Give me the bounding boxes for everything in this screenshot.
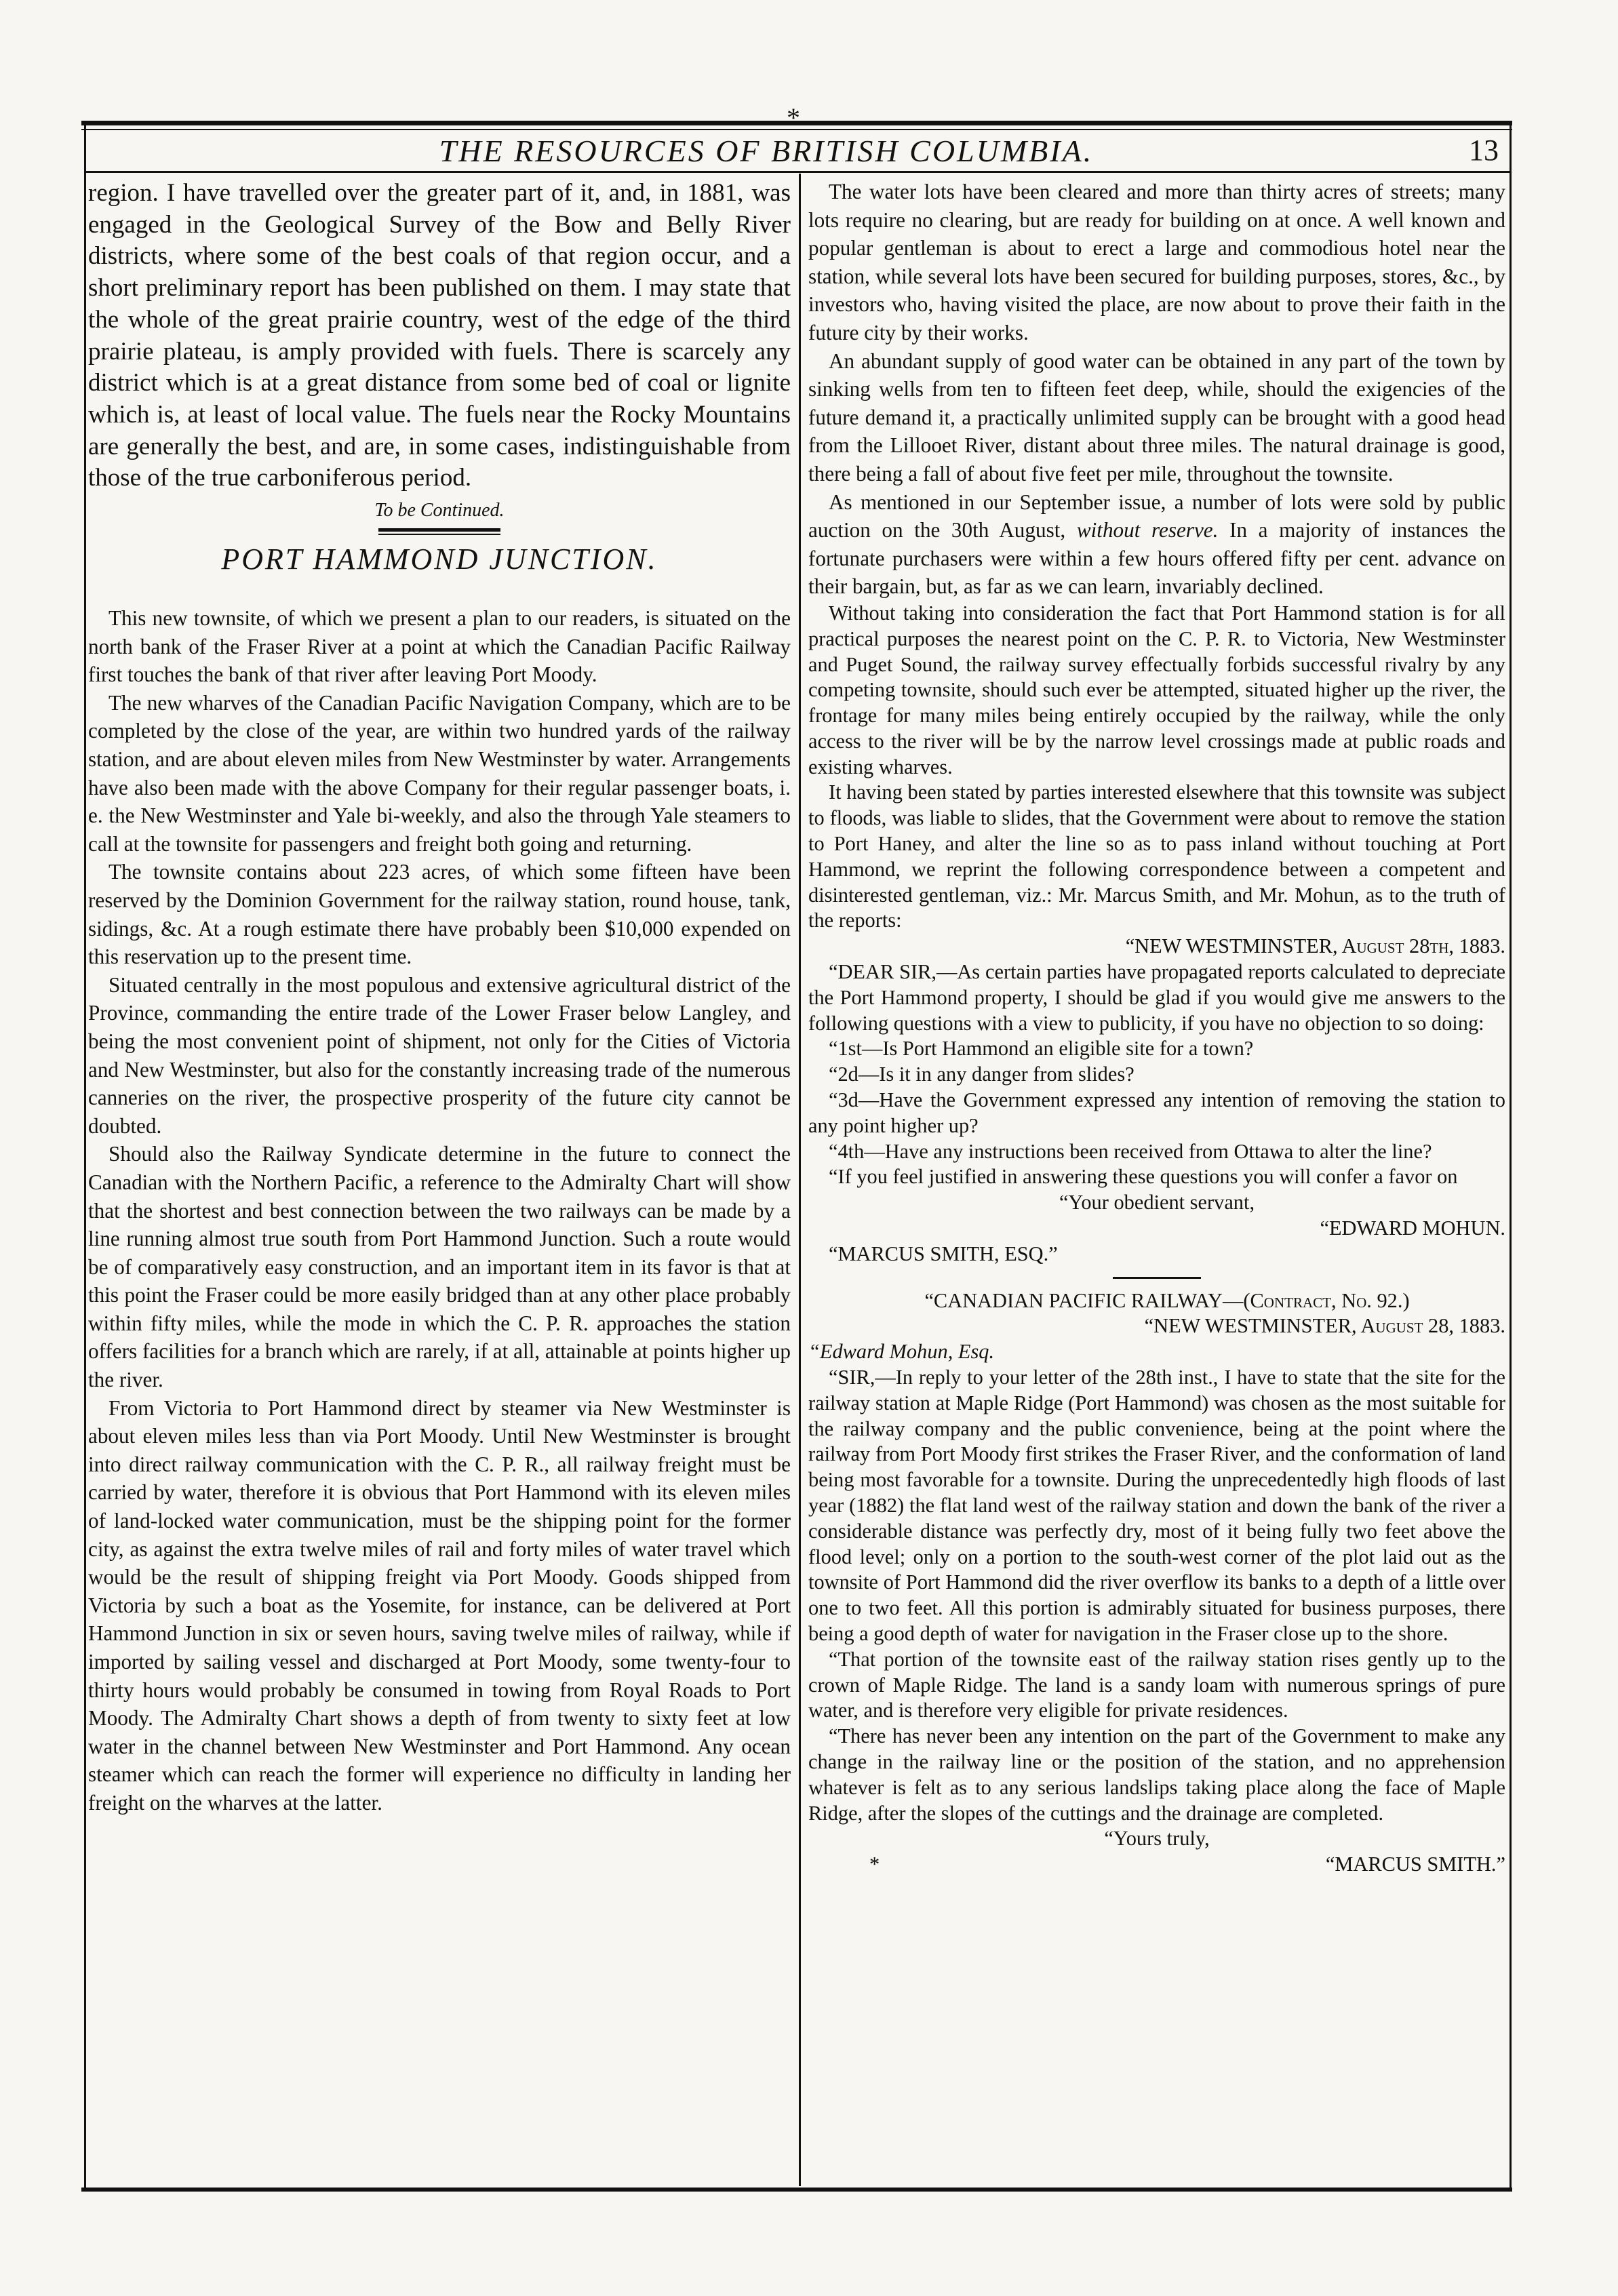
article-paragraph: The new wharves of the Canadian Pacific Navigation Company, which are to be completed by the close of the year, are within two hundred yards of the railway station, and are about eleven miles from New Westminster by water. Arrangements have also been made with the above Company for their regular passenger boats, i. e. the New Westminster and Yale bi-weekly, and also the through Yale steamers to call at the townsite for passengers and freight both going and returning. [88, 690, 791, 856]
auction-paragraph [808, 488, 1505, 601]
continuation-paragraph: region. I have travelled over the greater part of it, and, in 1881, was engaged in the Geological Survey of the Bow and Belly River districts, where some of the best coals of that region occur, and a short preliminary report has been published on them. I may state that the whole of the great prairie country, west of the edge of the third prairie plateau, is amply provided with fuels. There is scarcely any district which is at a great distance from some bed of coal or lignite which is, at least of local value. The fuels near the Rocky Mountains are generally the best, and are, in some cases, indistinguishable from those of the true carboniferous period. [88, 179, 791, 492]
article-paragraph: It having been stated by parties interested elsewhere that this townsite was subject to floods, was liable to slides, that the Government were about to remove the station to Port Haney, and alter the line so as to pass inland without touching at Port Hammond, we reprint the following correspondence between a competent and disinterested gentleman, viz.: Mr. Marcus Smith, and Mr. Mohun, as to the truth of the reports: [808, 780, 1505, 932]
footnote-mark: * [869, 1853, 880, 1876]
article-paragraph: Without taking into consideration the fact that Port Hammond station is for all practical purposes the nearest point on the C. P. R. to Victoria, New Westminster and Puget Sound, the railway survey effectually forbids successful rivalry by any competing townsite, should such ever be attempted, situated higher up the river, the frontage for many miles being entirely occupied by the railway, while the only access to the river will be by the narrow level crossings made at public roads and existing wharves. [808, 601, 1505, 778]
right-column [808, 178, 1505, 1878]
letter2-signature-line [808, 1852, 1505, 1878]
letter1-closing: “Your obedient servant, [1059, 1191, 1255, 1214]
auction-tail: In a majority of instances the fortunate purchasers were within a few hours offered fifty per cent. advance on their bargain, but, as far as we can learn, invariably declined. [808, 518, 1505, 599]
letter1-dateline: “NEW WESTMINSTER, August 28th, 1883. [1125, 934, 1505, 958]
running-title: THE RESOURCES OF BRITISH COLUMBIA. [439, 134, 1094, 168]
letter1-body: “DEAR SIR,—As certain parties have propagated reports calculated to depreciate the Port Hammond property, I should be glad if you would give me answers to the following questions with a view to publicity, if you have no objection to so doing: [808, 960, 1505, 1035]
frame-bottom-rule [81, 2188, 1512, 2192]
left-column [88, 178, 791, 1817]
top-mark: * [787, 102, 800, 133]
letter1-question: “4th—Have any instructions been received from Ottawa to alter the line? [829, 1139, 1432, 1163]
article-paragraph: From Victoria to Port Hammond direct by steamer via New Westminster is about eleven miles less than via Port Moody. Until New Westminster is brought into direct railway communication with the C. P. R., all railway freight must be carried by water, therefore it is obvious that Port Hammond with its eleven miles of land-locked water communication, must be the shipping point for the former city, as against the extra twelve miles of rail and forty miles of water travel which would be the result of shipping freight via Port Moody. Goods shipped from Victoria by such a boat as the Yosemite, for instance, can be delivered at Port Hammond Junction in six or seven hours, saving twelve miles of railway, while if imported by sailing vessel and discharged at Port Moody, some twenty-four to thirty hours would probably be consumed in towing from Royal Roads to Port Moody. The Admiralty Chart shows a depth of from twenty to sixty feet at low water in the channel between New Westminster and Port Hammond. Any ocean steamer which can reach the former will experience no difficulty in landing her freight on the wharves at the latter. [88, 1396, 791, 1815]
section-rule-thin [378, 534, 500, 535]
letter1-signature: “EDWARD MOHUN. [1320, 1216, 1505, 1240]
letter2-body: “There has never been any intention on the part of the Government to make any change in the railway line or the position of the station, and no apprehension whatever is felt as to any serious landslips taking place along the face of Maple Ridge, after the slopes of the cuttings and the drainage are completed. [808, 1724, 1505, 1825]
auction-lead: As mentioned in our September issue, a number of lots were sold by public auction on the 30th August, [808, 490, 1505, 542]
auction-emphasis: without reserve. [1076, 518, 1219, 542]
letter1-question: “1st—Is Port Hammond an eligible site for a town? [829, 1037, 1254, 1061]
letter2-body: “SIR,—In reply to your letter of the 28th inst., I have to state that the site for the railway station at Maple Ridge (Port Hammond) was chosen as the most suitable for the railway company and the public convenience, being at the point where the railway from Port Moody first strikes the Fraser River, and the conformation of land being most favorable for a townsite. During the unprecedentedly high floods of last year (1882) the flat land west of the railway station and down the bank of the river a considerable distance was perfectly dry, most of it being fully two feet above the flood level; only on a portion to the south-west corner of the plot laid out as the townsite of Port Hammond did the river overflow its banks to a depth of a little over one to two feet. All this portion is admirably situated for business purposes, there being a good depth of water for navigation in the Fraser close up to the shore. [808, 1366, 1505, 1645]
to-be-continued: To be Continued. [374, 500, 505, 521]
article-paragraph: The water lots have been cleared and more than thirty acres of streets; many lots require no clearing, but are ready for building on at once. A well known and popular gentleman is about to erect a large and commodious hotel near the station, while several lots have been secured for building purposes, stores, &c., by investors who, having visited the place, are now about to prove their faith in the future city by their works. [808, 180, 1505, 344]
page-number: 13 [1469, 134, 1499, 167]
letter2-heading: “CANADIAN PACIFIC RAILWAY—(Contract, No. 92.) [924, 1288, 1410, 1312]
article-paragraph: Should also the Railway Syndicate determine in the future to connect the Canadian with the Northern Pacific, a reference to the Admiralty Chart will show that the shortest and best connection between the two railways can be made by a line running almost true south from Port Hammond Junction. Such a route would be of comparatively easy construction, and an important item in its favor is that at this point the Fraser could be more easily bridged than at any other place probably within fifty miles, while the mode in which the C. P. R. approaches the station offers facilities for a branch which are rarely, if at all, attainable at points higher up the river. [88, 1142, 791, 1392]
letter-separator-rule [1113, 1277, 1201, 1279]
frame-top-thin-rule [81, 129, 1512, 130]
letter2-body: “That portion of the townsite east of the railway station rises gently up to the crown of Maple Ridge. The land is a sandy loam with numerous springs of pure water, and is therefore very eligible for private residences. [808, 1647, 1505, 1722]
frame-left-rule [84, 121, 86, 2189]
letter1-question: “3d—Have the Government expressed any intention of removing the station to any point higher up? [808, 1088, 1505, 1137]
column-divider [799, 174, 801, 2186]
letter2-signature: “MARCUS SMITH.” [1325, 1853, 1505, 1876]
letter1-question: “2d—Is it in any danger from slides? [829, 1063, 1134, 1086]
section-title: PORT HAMMOND JUNCTION. [221, 542, 658, 576]
section-rule [378, 528, 500, 532]
letter2-closing: “Yours truly, [1104, 1827, 1210, 1850]
article-paragraph: This new townsite, of which we present a plan to our readers, is situated on the north bank of the Fraser River at a point at which the Canadian Pacific Railway first touches the bank of that river after leaving Port Moody. [88, 606, 791, 687]
article-paragraph: The townsite contains about 223 acres, of which some fifteen have been reserved by the Dominion Government for the railway station, round house, tank, sidings, &c. At a rough estimate there have probably been $10,000 expended on this reservation up to the present time. [88, 860, 791, 969]
frame-right-rule [1510, 121, 1512, 2189]
header-rule [84, 171, 1511, 173]
letter1-addressee: “MARCUS SMITH, ESQ.” [829, 1242, 1058, 1265]
frame-top-rule [81, 121, 1512, 125]
letter2-salutation: “Edward Mohun, Esq. [808, 1340, 995, 1364]
article-paragraph: An abundant supply of good water can be obtained in any part of the town by sinking wells from ten to fifteen feet deep, while, should the exigencies of the future demand it, a practically unlimited supply can be brought with a good head from the Lillooet River, distant about three miles. The natural drainage is good, there being a fall of about five feet per mile, throughout the townsite. [808, 349, 1505, 486]
letter2-dateline: “NEW WESTMINSTER, August 28, 1883. [1144, 1314, 1505, 1338]
letter1-body: “If you feel justified in answering these questions you will confer a favor on [829, 1165, 1458, 1189]
article-paragraph: Situated centrally in the most populous and extensive agricultural district of the Province, commanding the entire trade of the Lower Fraser below Langley, and being the most convenient point of shipment, not only for the Cities of Victoria and New Westminster, but also for the constantly increasing trade of the numerous canneries on the river, the prospective prosperity of the future city cannot be doubted. [88, 972, 791, 1138]
